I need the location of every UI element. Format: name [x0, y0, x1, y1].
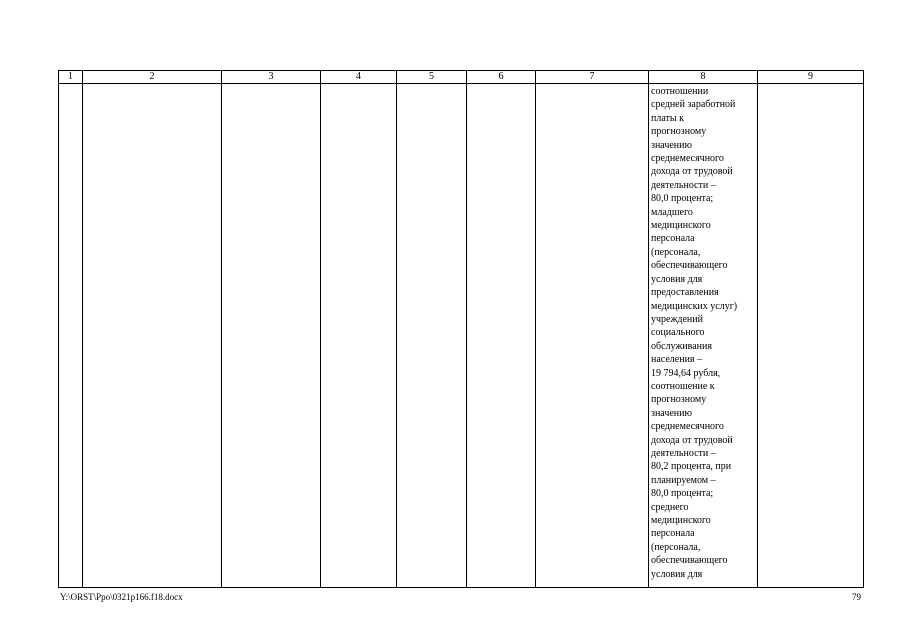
cell-text-2 [83, 84, 221, 85]
column-header-7: 7 [536, 71, 649, 84]
cell-text-7 [536, 84, 648, 85]
table-cell-6 [467, 84, 536, 588]
footer-file-path: Y:\ORST\Ppo\0321p166.f18.docx [60, 592, 183, 602]
table-cell-7 [536, 84, 649, 588]
table-header-row [59, 71, 864, 84]
cell-text-5 [397, 84, 466, 85]
table-cell-4 [321, 84, 397, 588]
cell-text-6 [467, 84, 535, 85]
table-cell-2 [83, 84, 222, 588]
table-cell-1 [59, 84, 83, 588]
table-row [59, 84, 864, 588]
cell-text-8: соотношении средней заработной платы к прогнозному значению среднемесячного дохода от трудовой деятельности – 80,0 процента; младшего медицинского персонала (персонала, обеспечивающего условия для предоставления медицинских услуг) учреждений социального обслуживания населения – 19 794,64 рубля, соотношение к прогнозному значению среднемесячного дохода от трудовой деятельности – 80,2 процента, при планируемом – 80,0 процента; среднего медицинского персонала (персонала, обеспечивающего условия для [651, 86, 738, 580]
column-header-6: 6 [467, 71, 536, 84]
column-header-3: 3 [222, 71, 321, 84]
cell-text-9 [758, 84, 863, 85]
column-header-8: 8 [649, 71, 758, 84]
table-cell-5 [397, 84, 467, 588]
cell-text-3 [222, 84, 320, 85]
column-header-1: 1 [59, 71, 83, 84]
document-table [58, 70, 864, 588]
table-cell-3 [222, 84, 321, 588]
column-header-2: 2 [83, 71, 222, 84]
footer-page-number: 79 [852, 592, 861, 602]
column-header-5: 5 [397, 71, 467, 84]
column-header-9: 9 [758, 71, 864, 84]
cell-text-1 [59, 84, 82, 85]
table-cell-8 [649, 84, 758, 588]
table-cell-9 [758, 84, 864, 588]
column-header-4: 4 [321, 71, 397, 84]
cell-text-4 [321, 84, 396, 85]
